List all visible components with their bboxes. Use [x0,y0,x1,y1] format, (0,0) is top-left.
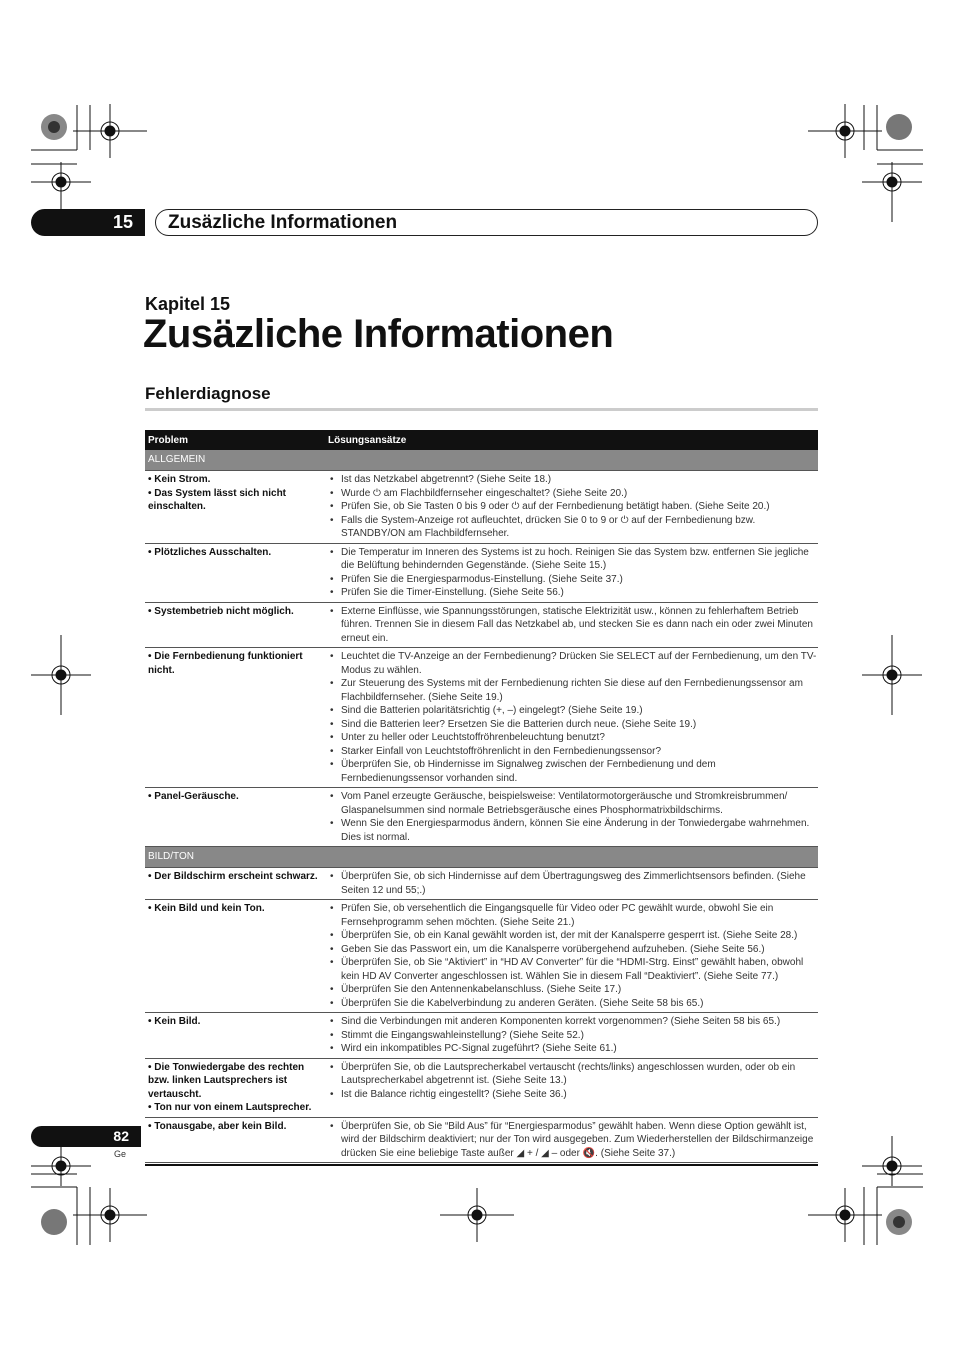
troubleshooting-table [145,430,818,1163]
problem-cell [145,1118,328,1163]
solution-item: • Sind die Batterien polaritätsrichtig (+, –) eingelegt? (Siehe Seite 19.) [328,704,818,718]
solution-cell [328,603,818,648]
solution-item: • Prüfen Sie, ob versehentlich die Eingangsquelle für Video oder PC gewählt wurde, obwohl Sie ein Fernsehprogramm sehen möchten. (Siehe Seite 21.) [328,902,818,929]
solution-item: • Starker Einfall von Leuchtstoffröhrenlicht in den Fernbedienungssensor? [328,745,818,759]
solution-cell [328,1059,818,1117]
solution-cell [328,900,818,1012]
problem-cell [145,788,328,846]
solution-item: • Vom Panel erzeugte Geräusche, beispielsweise: Ventilatormotorgeräusche und Stromkreisbrummen/ Glaspanelsummen sind normale Betriebsgeräusche eines Phosphormatrixbildschirms. [328,790,818,817]
solution-item: • Leuchtet die TV-Anzeige an der Fernbedienung? Drücken Sie SELECT auf der Fernbedienung, um den TV-Modus zu wählen. [328,650,818,677]
table-row [145,900,818,1013]
solution-cell [328,1118,818,1163]
header-solution: Lösungsansätze [328,434,407,446]
solution-item: • Überprüfen Sie, ob Sie “Bild Aus” für “Energiesparmodus” gewählt haben. Wenn diese Option gewählt ist, wird der Bildschirm deaktiviert; nur der Ton wird ausgegeben. Zum Wiederherstellen der Bildschirmanzeige drücken Sie eine beliebige Taste außer ◢ + / ◢ – oder 🔇. (Siehe Seite 37.) [328,1120,818,1161]
solution-item: • Falls die System-Anzeige rot aufleuchtet, drücken Sie 0 to 9 or ⏻ auf der Fernbedienung bzw. STANDBY/ON am Flachbildfernseher. [328,514,818,541]
solution-cell [328,1013,818,1058]
solution-item: • Ist die Balance richtig eingestellt? (Siehe Seite 36.) [328,1088,818,1102]
section-divider [145,408,818,411]
problem-cell [145,1013,328,1058]
problem-cell [145,868,328,899]
page-title: Zusäzliche Informationen [143,312,614,356]
problem-cell [145,648,328,787]
table-body [145,450,818,1163]
category-header: ALLGEMEIN [145,450,818,471]
solution-item: • Zur Steuerung des Systems mit der Fernbedienung richten Sie diese auf den Fernbedienungssensor am Flachbildfernseher. (Siehe Seite 19.) [328,677,818,704]
kapitel-label: Kapitel 15 [145,294,231,314]
solution-cell [328,544,818,602]
problem-text: • Kein Strom. [148,474,211,485]
table-row [145,603,818,649]
solution-cell [328,868,818,899]
solution-item: • Wurde ⏻ am Flachbildfernseher eingeschaltet? (Siehe Seite 20.) [328,487,818,501]
problem-text: • Ton nur von einem Lautsprecher. [148,1102,312,1113]
chapter-number-badge: 15 [31,209,145,236]
problem-cell [145,471,328,543]
table-row [145,1059,818,1118]
solution-cell [328,471,818,543]
chapter-title-bar: Zusäzliche Informationen [155,209,818,236]
solution-item: • Sind die Verbindungen mit anderen Komponenten korrekt vorgenommen? (Siehe Seiten 58 bis 65.) [328,1015,818,1029]
problem-text: • Die Fernbedienung funktioniert nicht. [148,651,303,676]
table-row [145,648,818,788]
solution-item: • Geben Sie das Passwort ein, um die Kanalsperre vorübergehend aufzuheben. (Siehe Seite 56.) [328,943,818,957]
solution-item: • Überprüfen Sie den Antennenkabelanschluss. (Siehe Seite 17.) [328,983,818,997]
solution-item: • Unter zu heller oder Leuchtstoffröhrenbeleuchtung benutzt? [328,731,818,745]
solution-item: • Überprüfen Sie, ob Hindernisse im Signalweg zwischen der Fernbedienung und dem Fernbedienungssensor vorhanden sind. [328,758,818,785]
solution-item: • Überprüfen Sie, ob die Lautsprecherkabel vertauscht (rechts/links) angeschlossen wurden, oder ob ein Lautsprecherkabel abgetrennt ist. (Siehe Seite 13.) [328,1061,818,1088]
problem-text: • Der Bildschirm erscheint schwarz. [148,871,318,882]
solution-item: • Überprüfen Sie, ob ein Kanal gewählt worden ist, der mit der Kanalsperre gesperrt ist. (Siehe Seite 28.) [328,929,818,943]
solution-item: • Prüfen Sie die Energiesparmodus-Einstellung. (Siehe Seite 37.) [328,573,818,587]
solution-item: • Ist das Netzkabel abgetrennt? (Siehe Seite 18.) [328,473,818,487]
solution-item: • Überprüfen Sie die Kabelverbindung zu anderen Geräten. (Siehe Seite 58 bis 65.) [328,997,818,1011]
table-row [145,471,818,544]
solution-item: • Wenn Sie den Energiesparmodus ändern, können Sie eine Änderung in der Tonwiedergabe wahrnehmen. Dies ist normal. [328,817,818,844]
table-row [145,1013,818,1059]
problem-text: • Tonausgabe, aber kein Bild. [148,1120,287,1132]
solution-cell [328,648,818,787]
page-language: Ge [114,1149,127,1159]
solution-item: • Wird ein inkompatibles PC-Signal zugeführt? (Siehe Seite 61.) [328,1042,818,1056]
solution-item: • Überprüfen Sie, ob sich Hindernisse auf dem Übertragungsweg des Zimmerlichtsensors befinden. (Siehe Seiten 12 und 55;.) [328,870,818,897]
table-row [145,544,818,603]
problem-text: • Kein Bild und kein Ton. [148,903,265,914]
solution-item: • Sind die Batterien leer? Ersetzen Sie die Batterien durch neue. (Siehe Seite 19.) [328,718,818,732]
problem-text: • Systembetrieb nicht möglich. [148,605,294,617]
bottom-rule [145,1164,818,1166]
solution-item: • Stimmt die Eingangswahleinstellung? (Siehe Seite 52.) [328,1029,818,1043]
solution-item: • Prüfen Sie die Timer-Einstellung. (Siehe Seite 56.) [328,586,818,600]
problem-text: • Panel-Geräusche. [148,791,239,802]
problem-text: • Kein Bild. [148,1016,201,1027]
problem-cell [145,900,328,1012]
solution-item: • Prüfen Sie, ob Sie Tasten 0 bis 9 oder ⏻ auf der Fernbedienung betätigt haben. (Siehe Seite 20.) [328,500,818,514]
table-header [145,430,818,450]
problem-text: • Plötzliches Ausschalten. [148,546,272,558]
header-problem: Problem [148,434,189,446]
problem-cell [145,603,328,648]
problem-cell [145,1059,328,1117]
solution-item: • Externe Einflüsse, wie Spannungsstörungen, statische Elektrizität usw., können zu fehlerhaftem Betrieb führen. Trennen Sie in diesem Fall das Netzkabel ab, und stecken Sie es dann nach ein oder zwei Minuten erneut ein. [328,605,818,646]
solution-item: • Die Temperatur im Inneren des Systems ist zu hoch. Reinigen Sie das System bzw. entfernen Sie jegliche die Belüftung behindernden Gegenstände. (Siehe Seite 15.) [328,546,818,573]
problem-text: • Die Tonwiedergabe des rechten bzw. linken Lautsprechers ist vertauscht. [148,1061,305,1100]
section-title: Fehlerdiagnose [145,384,271,403]
page-number-badge: 82 [31,1126,141,1147]
problem-cell [145,544,328,602]
table-row [145,1118,818,1164]
category-header: BILD/TON [145,847,818,868]
solution-item: • Überprüfen Sie, ob Sie “Aktiviert” in “HD AV Converter” für die “HDMI-Strg. Einst” gewählt haben, obwohl kein HD AV Converter angeschlossen ist. Wählen Sie in diesem Fall “Deaktiviert”. (Siehe Seite 77.) [328,956,818,983]
solution-cell [328,788,818,846]
problem-text: • Das System lässt sich nicht einschalten. [148,487,287,512]
table-row [145,868,818,900]
table-row [145,788,818,847]
